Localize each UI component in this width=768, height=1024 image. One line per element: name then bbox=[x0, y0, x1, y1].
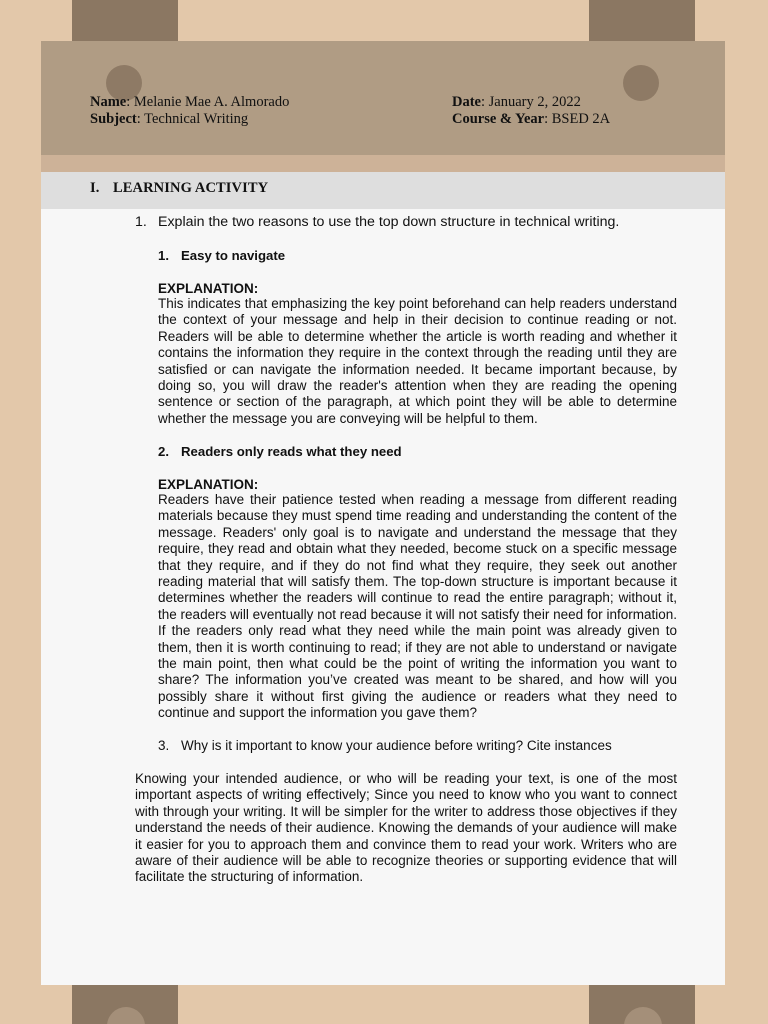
question-1 bbox=[135, 214, 619, 231]
name-line bbox=[90, 94, 289, 111]
answer-text: Knowing your intended audience, or who will be reading your text, is one of the most important aspects of writing effectively; Since you need to know who you want to connect with through your writing. It will be simpler for the writer to address those objectives if they understand the needs of their audience. Knowing the demands of your audience will make it easier for you to approach them and convince them to read your work. Writers who are aware of their audience will be able to recognize theories or supporting evidence that will facilitate the structuring of information. bbox=[135, 771, 677, 885]
name-label: Name bbox=[90, 94, 127, 110]
date-line bbox=[452, 94, 610, 111]
subject-label: Subject bbox=[90, 111, 137, 127]
name-value: : Melanie Mae A. Almorado bbox=[126, 94, 290, 110]
section-title bbox=[90, 180, 268, 197]
binder-tab-bottom-left bbox=[72, 985, 178, 1024]
punch-hole-right bbox=[623, 65, 659, 101]
course-info bbox=[452, 94, 610, 128]
question-number: 1. bbox=[135, 214, 147, 230]
explanation-text: This indicates that emphasizing the key point beforehand can help readers understand the context of your message and help in their decision to continue reading or not. Readers will be able to determine whether the article is worth reading and whether it contains the information they require in the context through the reading until they are satisfied or can navigate the information needed. It became important because, by doing so, you will draw the reader's attention when they are reading the opening sentence or section of the paragraph, at which point they will be able to determine whether the message you are conveying will be helpful to them. bbox=[158, 296, 677, 426]
course-label: Course & Year bbox=[452, 111, 545, 127]
question-text: Why is it important to know your audience before writing? Cite instances bbox=[181, 738, 612, 753]
section-heading-bar bbox=[41, 172, 725, 209]
binder-ring bbox=[624, 1007, 662, 1024]
course-line bbox=[452, 111, 610, 128]
binder-tab-top-right bbox=[589, 0, 695, 42]
explanation-label: EXPLANATION: bbox=[158, 477, 259, 492]
header-strip bbox=[41, 155, 725, 172]
binder-ring bbox=[107, 1007, 145, 1024]
reason-number: 2. bbox=[158, 444, 169, 459]
binder-tab-top-left bbox=[72, 0, 178, 42]
question-3 bbox=[158, 738, 612, 755]
student-info bbox=[90, 94, 289, 128]
reason-1-heading bbox=[158, 248, 285, 265]
question-number: 3. bbox=[158, 738, 170, 753]
section-title-text: LEARNING ACTIVITY bbox=[113, 180, 269, 196]
binder-tab-bottom-right bbox=[589, 985, 695, 1024]
reason-2-heading bbox=[158, 444, 402, 461]
explanation-text: Readers have their patience tested when reading a message from different reading materials because they must spend time reading and understanding the content of the message. Readers' only goal is to navigate and understand the message that they require, they read and obtain what they needed, become stuck on a specific message that they require, and if they do not find what they require, they seek out another reading material that will satisfy them. The top-down structure is important because it determines whether the readers will continue to read the entire paragraph; without it, the readers will eventually not read because it will not satisfy their need for information. If the readers only read what they need while the main point was already given to them, then it is worth continuing to read; if they are not able to understand or navigate the main point, then what could be the point of writing the information you want to share? The information you’ve created was meant to be shared, and how will you possibly share it without first giving the audience or readers what they need to continue and support the information you gave them? bbox=[158, 492, 677, 721]
reason-number: 1. bbox=[158, 248, 169, 263]
date-value: : January 2, 2022 bbox=[481, 94, 581, 110]
reason-title: Easy to navigate bbox=[181, 248, 286, 263]
date-label: Date bbox=[452, 94, 481, 110]
subject-value: : Technical Writing bbox=[136, 111, 249, 127]
subject-line bbox=[90, 111, 289, 128]
course-value: : BSED 2A bbox=[544, 111, 611, 127]
explanation-label: EXPLANATION: bbox=[158, 281, 259, 296]
question-text: Explain the two reasons to use the top down structure in technical writing. bbox=[158, 214, 620, 230]
reason-title: Readers only reads what they need bbox=[181, 444, 402, 459]
section-number: I. bbox=[90, 180, 100, 196]
